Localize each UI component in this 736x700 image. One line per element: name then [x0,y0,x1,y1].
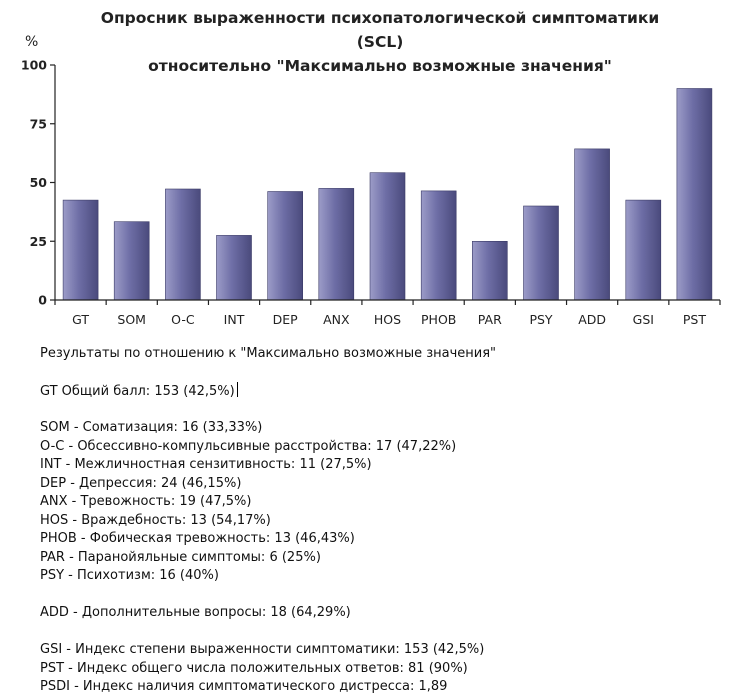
bar-dep [268,192,303,301]
x-tick-o-c: O-C [171,312,195,327]
bar-int [217,235,252,300]
x-tick-gsi: GSI [632,312,654,327]
chart-title-line-2: (SCL) [356,33,404,51]
bar-o-c [165,189,200,300]
chart-title-line-3: относительно "Максимально возможные значения" [148,57,612,75]
y-tick-50: 50 [29,175,47,190]
result-line: DEP - Депрессия: 24 (46,15%) [40,475,242,491]
x-tick-hos: HOS [373,312,402,327]
y-tick-100: 100 [20,57,47,73]
bar-hos [370,173,405,300]
result-line: O-C - Обсессивно-компульсивные расстройства: 17 (47,22%) [40,438,457,454]
result-line: PSY - Психотизм: 16 (40%) [40,568,219,583]
results-panel [40,345,730,697]
result-line: PST - Индекс общего числа положительных ответов: 81 (90%) [40,660,468,676]
bar-add [575,149,610,300]
bar-gt [63,200,98,300]
x-tick-psy: PSY [529,312,553,327]
x-tick-anx: ANX [323,312,350,327]
x-tick-som: SOM [117,312,146,327]
bar-phob [421,191,456,300]
result-line: ADD - Дополнительные вопросы: 18 (64,29%) [40,605,351,620]
bar-psy [524,206,559,300]
y-axis-unit-label: % [25,34,39,50]
text-cursor [237,382,238,397]
result-line: ANX - Тревожность: 19 (47,5%) [40,494,252,509]
results-heading: Результаты по отношению к "Максимально возможные значения" [40,346,497,361]
result-line: INT - Межличностная сензитивность: 11 (27,5%) [40,457,372,472]
result-line: PHOB - Фобическая тревожность: 13 (46,43%) [40,531,355,546]
result-line: GSI - Индекс степени выраженности симптоматики: 153 (42,5%) [40,642,485,657]
x-tick-dep: DEP [272,312,298,327]
chart-title-line-1: Опросник выраженности психопатологической симптоматики [100,9,660,27]
result-line: GT Общий балл: 153 (42,5%) [40,382,730,401]
result-line: SOM - Соматизация: 16 (33,33%) [40,420,263,435]
x-tick-add: ADD [578,312,607,327]
x-tick-par: PAR [477,312,502,327]
x-tick-int: INT [223,312,245,327]
bar-som [114,222,149,300]
x-tick-phob: PHOB [421,312,457,327]
result-line: HOS - Враждебность: 13 (54,17%) [40,512,271,528]
x-tick-gt: GT [72,312,90,327]
bar-par [472,241,507,300]
result-line: PSDI - Индекс наличия симптоматического дистресса: 1,89 [40,679,448,694]
results-groups [40,382,730,697]
bar-pst [677,89,712,301]
bar-anx [319,188,354,300]
y-tick-0: 0 [38,292,47,308]
x-tick-pst: PST [682,312,706,327]
bar-gsi [626,200,661,300]
y-tick-75: 75 [29,116,47,132]
y-tick-25: 25 [29,233,47,249]
bar-chart [0,0,736,340]
result-line: PAR - Паранойяльные симптомы: 6 (25%) [40,549,321,565]
